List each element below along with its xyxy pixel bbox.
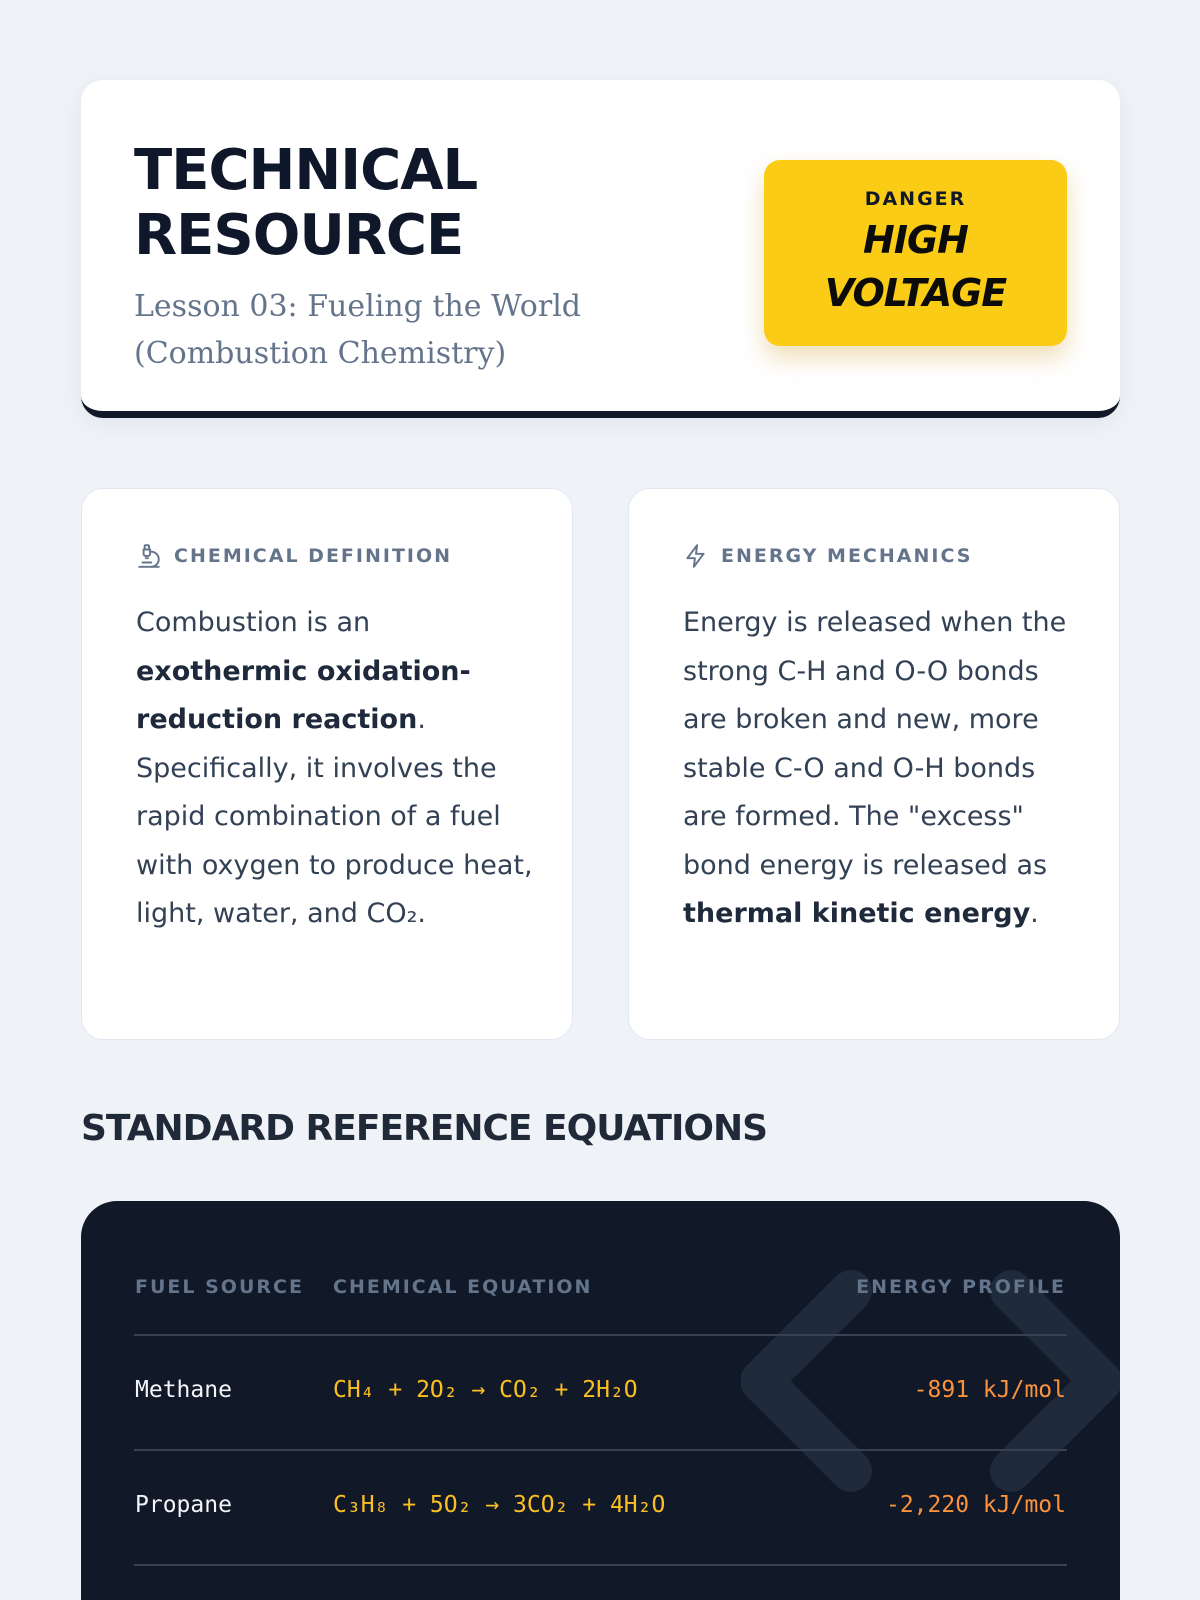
subtitle-line-2: (Combustion Chemistry) (134, 336, 507, 371)
energy-value: -2,220 kJ/mol (885, 1492, 1066, 1518)
danger-badge (764, 160, 1067, 346)
badge-line-1: HIGH (863, 218, 968, 262)
lightning-icon (683, 543, 709, 569)
energy-card-label: ENERGY MECHANICS (721, 545, 973, 567)
definition-card-label: CHEMICAL DEFINITION (174, 545, 453, 567)
microscope-icon (136, 543, 162, 569)
badge-label: DANGER (864, 188, 967, 210)
energy-text-intro: Energy is released when the strong C-H and O-O bonds are broken and new, more stable C-O and O-H bonds are formed. The "excess" bond energy is released as (683, 607, 1067, 881)
page-title (134, 138, 654, 268)
header-card (81, 80, 1120, 418)
chemical-equation: CH₄ + 2O₂ → CO₂ + 2H₂O (333, 1377, 638, 1403)
header-fuel-source: FUEL SOURCE (135, 1276, 304, 1298)
header-energy-profile: ENERGY PROFILE (856, 1276, 1066, 1298)
energy-card-text (683, 599, 1083, 939)
table-divider (134, 1334, 1067, 1336)
lesson-subtitle (134, 283, 674, 377)
page-title-line-1: TECHNICAL (134, 138, 478, 203)
definition-card-text (136, 599, 536, 939)
energy-card-header (683, 543, 972, 569)
section-title: STANDARD REFERENCE EQUATIONS (81, 1108, 768, 1149)
table-divider (134, 1449, 1067, 1451)
subtitle-line-1: Lesson 03: Fueling the World (134, 289, 582, 324)
definition-card (81, 488, 573, 1040)
badge-line-2: VOLTAGE (824, 271, 1007, 315)
equations-panel (81, 1201, 1120, 1600)
definition-card-header (136, 543, 452, 569)
definition-text-bold: exothermic oxidation-reduction reaction (136, 655, 471, 735)
energy-value: -891 kJ/mol (913, 1377, 1066, 1403)
definition-text-rest: . Specifically, it involves the rapid combination of a fuel with oxygen to produce heat, light, water, and CO₂. (136, 704, 533, 929)
energy-text-bold: thermal kinetic energy (683, 898, 1031, 929)
chemical-equation: C₃H₈ + 5O₂ → 3CO₂ + 4H₂O (333, 1492, 666, 1518)
header-chemical-equation: CHEMICAL EQUATION (333, 1276, 593, 1298)
page-title-line-2: RESOURCE (134, 203, 464, 268)
fuel-name: Propane (135, 1492, 232, 1518)
definition-text-intro: Combustion is an (136, 607, 371, 638)
fuel-name: Methane (135, 1377, 232, 1403)
badge-warning-text (764, 214, 1067, 320)
energy-text-rest: . (1030, 898, 1039, 929)
table-divider (134, 1564, 1067, 1566)
energy-card (628, 488, 1120, 1040)
